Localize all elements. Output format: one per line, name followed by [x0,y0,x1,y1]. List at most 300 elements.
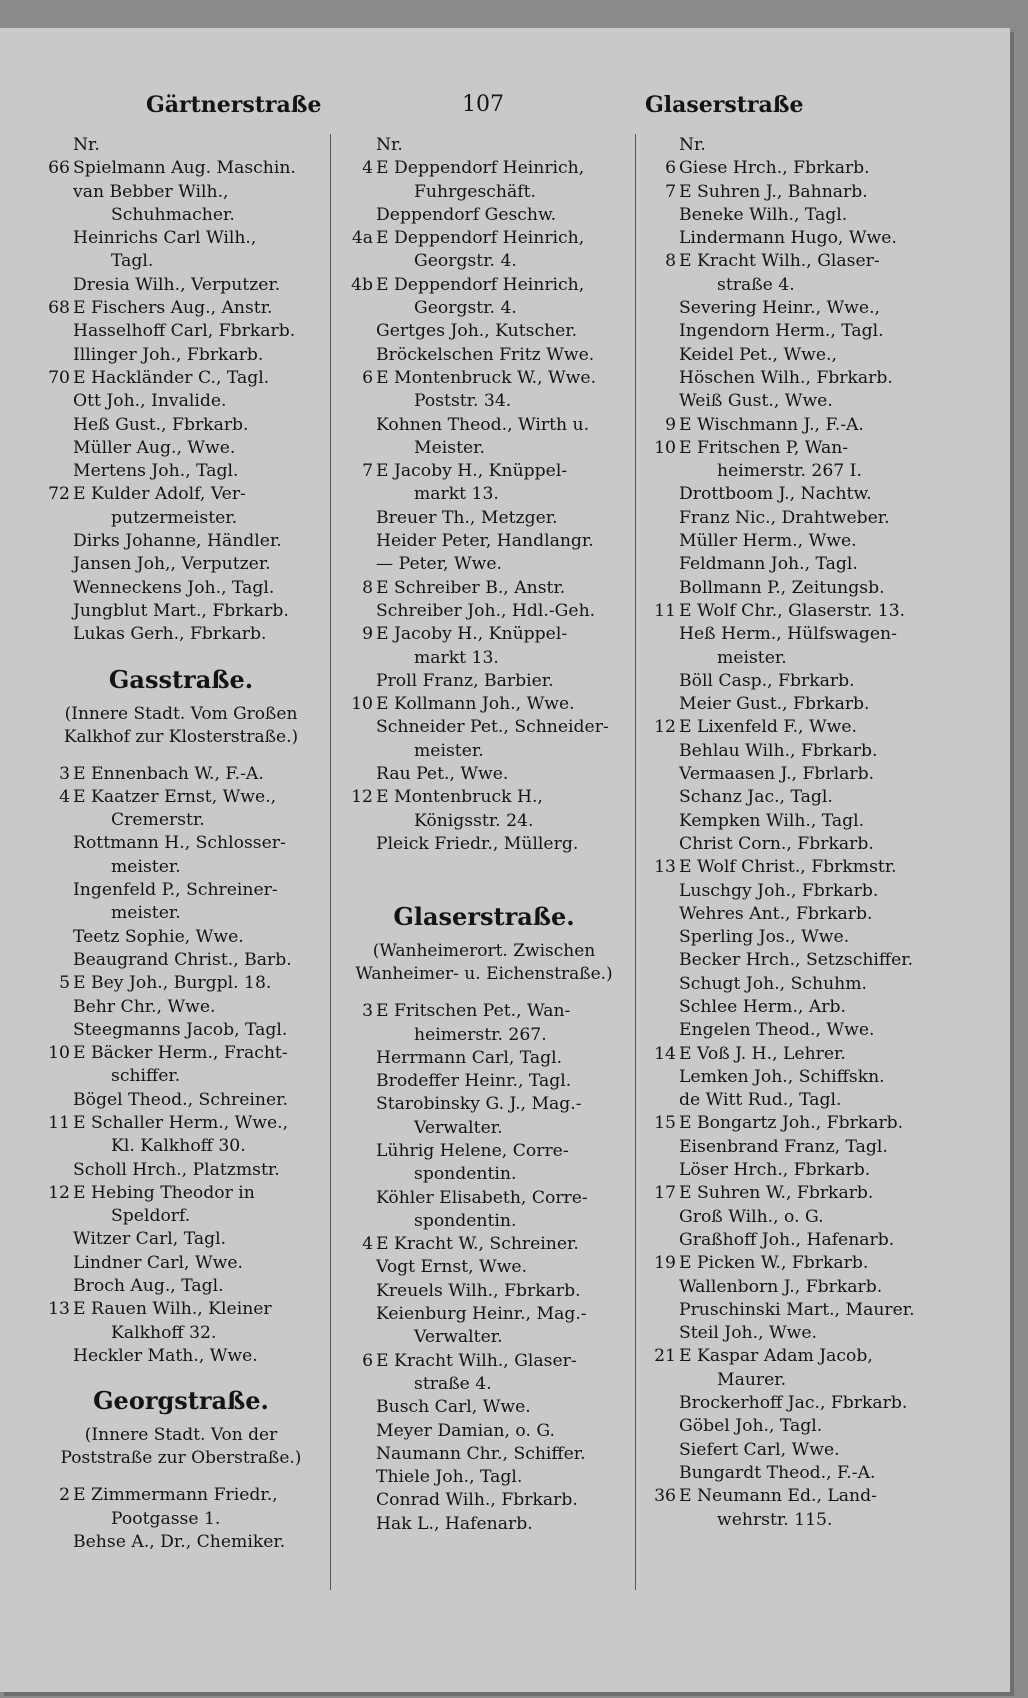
resident-entry: Maurer. [717,1369,787,1390]
directory-entry-line [339,157,629,180]
resident-entry: Heß Herm., Hülfswagen- [679,624,897,645]
directory-entry-line [339,227,629,250]
resident-entry: Göbel Joh., Tagl. [679,1416,823,1437]
directory-entry-line [36,483,326,506]
resident-entry: Weiß Gust., Wwe. [679,391,833,412]
directory-entry-line [36,181,326,204]
directory-entry-line [642,786,942,809]
header-left-street: Gärtnerstraße [146,92,322,118]
street-section-title: Gasstraße. [108,664,254,694]
resident-entry: Franz Nic., Drahtweber. [679,507,890,528]
resident-entry: Wehres Ant., Fbrkarb. [679,903,873,924]
resident-entry: E Fritschen Pet., Wan- [376,1001,571,1022]
resident-entry: Schlee Herm., Arb. [679,996,846,1017]
resident-entry: Müller Aug., Wwe. [73,437,236,458]
directory-entry-line [339,274,629,297]
resident-entry: E Kaspar Adam Jacob, [679,1346,873,1367]
resident-entry: Severing Heinr., Wwe., [679,298,880,319]
resident-entry: Lindner Carl, Wwe. [73,1252,243,1273]
resident-entry: E Kracht W., Schreiner. [376,1234,579,1255]
directory-entry-line [642,693,942,716]
section-spacer [339,870,629,884]
resident-entry: Witzer Carl, Tagl. [73,1229,227,1250]
directory-entry-line [642,1276,942,1299]
resident-entry: Ott Joh., Invalide. [73,391,227,412]
resident-entry: Speldorf. [111,1206,191,1227]
resident-entry: Verwalter. [414,1327,503,1348]
directory-entry-line [36,1065,326,1088]
house-number: 6 [362,1350,373,1371]
house-number: 6 [362,367,373,388]
directory-entry-line [36,530,326,553]
directory-entry-line [36,1484,326,1507]
directory-entry-line [339,1280,629,1303]
resident-entry: Lukas Gerh., Fbrkarb. [73,624,267,645]
directory-entry-line [642,1066,942,1089]
resident-entry: Luschgy Joh., Fbrkarb. [679,880,879,901]
resident-entry: Jansen Joh,, Verputzer. [73,554,271,575]
directory-entry-line [339,1256,629,1279]
page-number: 107 [462,92,504,117]
street-section-title: Georgstraße. [93,1386,269,1416]
directory-entry-line [642,647,942,670]
house-number: 6 [665,158,676,179]
resident-entry: Becker Hrch., Setzschiffer. [679,950,914,971]
resident-entry: Wenneckens Joh., Tagl. [73,577,275,598]
resident-entry: Illinger Joh., Fbrkarb. [73,344,264,365]
house-number: 8 [665,251,676,272]
resident-entry: Löser Hrch., Fbrkarb. [679,1160,871,1181]
section-spacer [36,749,326,763]
directory-entry-line [36,1531,326,1554]
directory-entry-line [642,973,942,996]
resident-entry: Broch Aug., Tagl. [73,1276,224,1297]
directory-entry-line [36,1322,326,1345]
directory-entry-line [36,1019,326,1042]
resident-entry: Herrmann Carl, Tagl. [376,1047,563,1068]
resident-entry: Wallenborn J., Fbrkarb. [679,1276,883,1297]
directory-entry-line [642,250,942,273]
directory-entry-line [36,1228,326,1251]
directory-entry-line [642,1019,942,1042]
resident-entry: E Kracht Wilh., Glaser- [376,1350,577,1371]
resident-entry: Behr Chr., Wwe. [73,996,216,1017]
house-number: 14 [654,1043,676,1064]
directory-entry-line [339,810,629,833]
directory-entry-line [339,507,629,530]
directory-entry-line [339,1210,629,1233]
resident-entry: Kreuels Wilh., Fbrkarb. [376,1280,581,1301]
resident-entry: Giese Hrch., Fbrkarb. [679,158,870,179]
column-divider [330,134,331,1590]
directory-entry-line [642,1136,942,1159]
resident-entry: spondentin. [414,1164,517,1185]
resident-entry: Bröckelschen Fritz Wwe. [376,344,595,365]
directory-entry-line [339,763,629,786]
resident-entry: Keienburg Heinr., Mag.- [376,1304,587,1325]
resident-entry: Behse A., Dr., Chemiker. [73,1531,286,1552]
section-spacer [339,856,629,870]
directory-entry-line [642,204,942,227]
directory-entry-line [36,344,326,367]
directory-entry-line [36,972,326,995]
resident-entry: Heckler Math., Wwe. [73,1345,258,1366]
resident-entry: Cremerstr. [111,810,205,831]
resident-entry: Georgstr. 4. [414,298,517,319]
house-number: 4 [362,158,373,179]
house-number: 5 [59,973,70,994]
resident-entry: Gertges Joh., Kutscher. [376,321,578,342]
directory-entry-line [339,1233,629,1256]
directory-entry-line [642,1322,942,1345]
resident-entry: E Deppendorf Heinrich, [376,158,585,179]
resident-entry: Groß Wilh., o. G. [679,1206,824,1227]
directory-entry-line [36,1345,326,1368]
directory-entry-line [36,414,326,437]
resident-entry: Dresia Wilh., Verputzer. [73,274,281,295]
directory-entry-line [36,390,326,413]
resident-entry: straße 4. [717,274,795,295]
directory-entry-line [36,809,326,832]
directory-entry-line [36,577,326,600]
house-number: 66 [48,158,70,179]
resident-entry: Hak L., Hafenarb. [376,1513,533,1534]
directory-entry-line [339,693,629,716]
resident-entry: E Hebing Theodor in [73,1182,255,1203]
resident-entry: Königsstr. 24. [414,810,534,831]
directory-entry-line [339,437,629,460]
resident-entry: E Lixenfeld F., Wwe. [679,717,857,738]
directory-entry-line [642,880,942,903]
resident-entry: Mertens Joh., Tagl. [73,461,239,482]
directory-entry-line [642,949,942,972]
directory-entry-line [642,1369,942,1392]
house-number: 4 [362,1234,373,1255]
resident-entry: E Kollmann Joh., Wwe. [376,694,575,715]
directory-entry-line [339,833,629,856]
directory-entry-line [642,763,942,786]
directory-entry-line [642,181,942,204]
resident-entry: Jungblut Mart., Fbrkarb. [73,600,289,621]
resident-entry: Behlau Wilh., Fbrkarb. [679,740,878,761]
resident-entry: schiffer. [111,1066,181,1087]
house-number: 4b [351,274,373,295]
directory-entry-line [36,1275,326,1298]
directory-entry-line [642,1509,942,1532]
resident-entry: E Kracht Wilh., Glaser- [679,251,880,272]
house-number: 10 [654,437,676,458]
directory-entry-line [339,320,629,343]
house-number: 7 [362,461,373,482]
resident-entry: markt 13. [414,647,499,668]
directory-entry-line [642,227,942,250]
resident-entry: — Peter, Wwe. [376,554,502,575]
page-header [0,84,1010,124]
street-section-note: (Innere Stadt. Von der [84,1425,278,1446]
resident-entry: E Wolf Christ., Fbrkmstr. [679,857,897,878]
directory-entry-line [36,1252,326,1275]
column-middle [339,134,629,1536]
directory-entry-line [339,1373,629,1396]
resident-entry: Nr. [376,135,403,155]
directory-entry-line [36,297,326,320]
resident-entry: E Jacoby H., Knüppel- [376,461,568,482]
street-section-title: Glaserstraße. [393,902,575,932]
house-number: 9 [665,414,676,435]
resident-entry: spondentin. [414,1210,517,1231]
house-number: 3 [362,1001,373,1022]
resident-entry: E Bey Joh., Burgpl. 18. [73,973,272,994]
resident-entry: Meyer Damian, o. G. [376,1420,555,1441]
directory-entry-line [642,1392,942,1415]
resident-entry: Lemken Joh., Schiffskn. [679,1066,885,1087]
directory-entry-line [36,786,326,809]
directory-entry-line [36,553,326,576]
resident-entry: E Kaatzer Ernst, Wwe., [73,786,277,807]
resident-entry: Dirks Johanne, Händler. [73,531,282,552]
resident-entry: Sperling Jos., Wwe. [679,927,850,948]
resident-entry: Vermaasen J., Fbrlarb. [679,764,875,785]
resident-entry: Beaugrand Christ., Barb. [73,949,292,970]
directory-entry-line [339,1024,629,1047]
resident-entry: Brockerhoff Jac., Fbrkarb. [679,1393,908,1414]
directory-entry-line [339,460,629,483]
resident-entry: Proll Franz, Barbier. [376,670,554,691]
directory-entry-line [642,483,942,506]
resident-entry: straße 4. [414,1373,492,1394]
directory-entry-line [339,1047,629,1070]
house-number: 12 [48,1182,70,1203]
directory-entry-line [642,1462,942,1485]
directory-entry-line [642,414,942,437]
resident-entry: E Picken W., Fbrkarb. [679,1253,869,1274]
directory-entry-line [642,507,942,530]
column-divider [635,134,636,1590]
resident-entry: van Bebber Wilh., [73,181,229,202]
resident-entry: Graßhoff Joh., Hafenarb. [679,1229,895,1250]
directory-entry-line [642,553,942,576]
directory-entry-line [36,996,326,1019]
directory-entry-line [36,437,326,460]
resident-entry: Kl. Kalkhoff 30. [111,1136,246,1157]
directory-entry-line [339,134,629,157]
resident-entry: Heinrichs Carl Wilh., [73,228,257,249]
resident-entry: Eisenbrand Franz, Tagl. [679,1136,888,1157]
resident-entry: Heß Gust., Fbrkarb. [73,414,249,435]
resident-entry: Verwalter. [414,1117,503,1138]
resident-entry: Vogt Ernst, Wwe. [376,1257,528,1278]
resident-entry: Nr. [73,135,100,155]
section-spacer [36,1470,326,1484]
directory-entry-line [36,250,326,273]
resident-entry: markt 13. [414,484,499,505]
resident-entry: Bollmann P., Zeitungsb. [679,577,885,598]
resident-entry: Steegmanns Jacob, Tagl. [73,1019,288,1040]
header-right-street: Glaserstraße [645,92,804,118]
resident-entry: E Bongartz Joh., Fbrkarb. [679,1113,904,1134]
resident-entry: E Hackländer C., Tagl. [73,367,270,388]
resident-entry: Poststr. 34. [414,391,512,412]
resident-entry: Kohnen Theod., Wirth u. [376,414,590,435]
house-number: 8 [362,577,373,598]
resident-entry: E Suhren J., Bahnarb. [679,181,868,202]
resident-entry: de Witt Rud., Tagl. [679,1090,842,1111]
directory-entry-line [642,670,942,693]
resident-entry: Lindermann Hugo, Wwe. [679,228,897,249]
directory-entry-line [36,227,326,250]
resident-entry: Rau Pet., Wwe. [376,764,509,785]
resident-entry: E Wolf Chr., Glaserstr. 13. [679,600,906,621]
house-number: 11 [48,1112,70,1133]
directory-entry-line [642,577,942,600]
resident-entry: E Montenbruck H., [376,787,543,808]
directory-entry-line [642,134,942,157]
resident-entry: Meier Gust., Fbrkarb. [679,694,870,715]
house-number: 17 [654,1183,676,1204]
directory-entry-line [339,553,629,576]
directory-entry-line [339,1466,629,1489]
resident-entry: Schanz Jac., Tagl. [679,787,833,808]
resident-entry: Siefert Carl, Wwe. [679,1439,840,1460]
directory-entry-line [339,1443,629,1466]
directory-entry-line [339,1420,629,1443]
directory-entry-line [339,483,629,506]
directory-entry-line [642,1415,942,1438]
resident-entry: E Zimmermann Friedr., [73,1485,278,1506]
directory-entry-line [642,437,942,460]
house-number: 12 [351,787,373,808]
resident-entry: E Fischers Aug., Anstr. [73,298,273,319]
directory-entry-line [642,297,942,320]
resident-entry: Schreiber Joh., Hdl.-Geh. [376,600,596,621]
street-section-note: Poststraße zur Oberstraße.) [60,1448,302,1469]
directory-entry-line [36,1205,326,1228]
directory-entry-line [339,1350,629,1373]
resident-entry: E Schreiber B., Anstr. [376,577,566,598]
directory-entry-line [36,879,326,902]
resident-entry: Bögel Theod., Schreiner. [73,1089,288,1110]
directory-entry-line [36,832,326,855]
directory-entry-line [36,623,326,646]
directory-entry-line [36,600,326,623]
resident-entry: Lührig Helene, Corre- [376,1140,569,1161]
directory-entry-line [36,1135,326,1158]
resident-entry: Busch Carl, Wwe. [376,1397,531,1418]
house-number: 13 [48,1299,70,1320]
directory-entry-line [36,460,326,483]
directory-entry-line [339,1140,629,1163]
resident-entry: Beneke Wilh., Tagl. [679,204,848,225]
directory-entry-line [339,530,629,553]
directory-entry-line [642,740,942,763]
resident-entry: Thiele Joh., Tagl. [376,1467,523,1488]
directory-entry-line [642,1439,942,1462]
directory-entry-line [36,320,326,343]
directory-entry-line [642,623,942,646]
directory-entry-line [642,833,942,856]
resident-entry: E Bäcker Herm., Fracht- [73,1043,288,1064]
directory-entry-line [36,1112,326,1135]
house-number: 7 [665,181,676,202]
directory-entry-line [642,1043,942,1066]
resident-entry: Brodeffer Heinr., Tagl. [376,1071,572,1092]
directory-entry-line [339,623,629,646]
resident-entry: E Fritschen P, Wan- [679,437,849,458]
directory-entry-line [36,763,326,786]
resident-entry: Bungardt Theod., F.-A. [679,1462,876,1483]
house-number: 9 [362,624,373,645]
directory-entry-line [339,1303,629,1326]
directory-entry-line [339,297,629,320]
directory-entry-line [339,250,629,273]
house-number: 21 [654,1346,676,1367]
resident-entry: E Rauen Wilh., Kleiner [73,1299,272,1320]
resident-entry: Pruschinski Mart., Maurer. [679,1299,915,1320]
directory-entry-line [36,949,326,972]
directory-entry-line [642,903,942,926]
resident-entry: Ingenfeld P., Schreiner- [73,880,278,901]
directory-entry-line [642,390,942,413]
resident-entry: Deppendorf Geschw. [376,204,557,225]
house-number: 12 [654,717,676,738]
resident-entry: Hasselhoff Carl, Fbrkarb. [73,321,296,342]
directory-entry-line [36,367,326,390]
resident-entry: Conrad Wilh., Fbrkarb. [376,1490,578,1511]
directory-entry-line [642,1112,942,1135]
directory-entry-line [642,1089,942,1112]
directory-entry-line [642,157,942,180]
directory-entry-line [642,1252,942,1275]
directory-entry-line [642,996,942,1019]
resident-entry: putzermeister. [111,507,238,528]
resident-entry: Naumann Chr., Schiffer. [376,1443,586,1464]
column-right [642,134,942,1532]
house-number: 11 [654,600,676,621]
directory-entry-line [339,1396,629,1419]
resident-entry: Nr. [679,135,706,155]
directory-entry-line [339,367,629,390]
resident-entry: Böll Casp., Fbrkarb. [679,670,855,691]
directory-entry-line [339,1513,629,1536]
directory-entry-line [339,204,629,227]
directory-entry-line [339,786,629,809]
directory-entry-line [36,1182,326,1205]
directory-entry-line [339,1326,629,1349]
resident-entry: Köhler Elisabeth, Corre- [376,1187,588,1208]
resident-entry: Breuer Th., Metzger. [376,507,558,528]
resident-entry: E Voß J. H., Lehrer. [679,1043,846,1064]
resident-entry: Meister. [414,437,485,458]
house-number: 10 [351,694,373,715]
directory-entry-line [339,1117,629,1140]
directory-entry-line [642,856,942,879]
resident-entry: Fuhrgeschäft. [414,181,536,202]
resident-entry: meister. [111,856,181,877]
directory-entry-line [642,810,942,833]
directory-entry-line [36,856,326,879]
directory-entry-line [36,134,326,157]
directory-entry-line [339,577,629,600]
resident-entry: E Montenbruck W., Wwe. [376,367,597,388]
house-number: 3 [59,763,70,784]
directory-entry-line [339,181,629,204]
directory-entry-line [339,740,629,763]
directory-entry-line [339,344,629,367]
resident-entry: E Kulder Adolf, Ver- [73,484,246,505]
resident-entry: Feldmann Joh., Tagl. [679,554,858,575]
house-number: 4a [351,228,373,249]
house-number: 10 [48,1043,70,1064]
